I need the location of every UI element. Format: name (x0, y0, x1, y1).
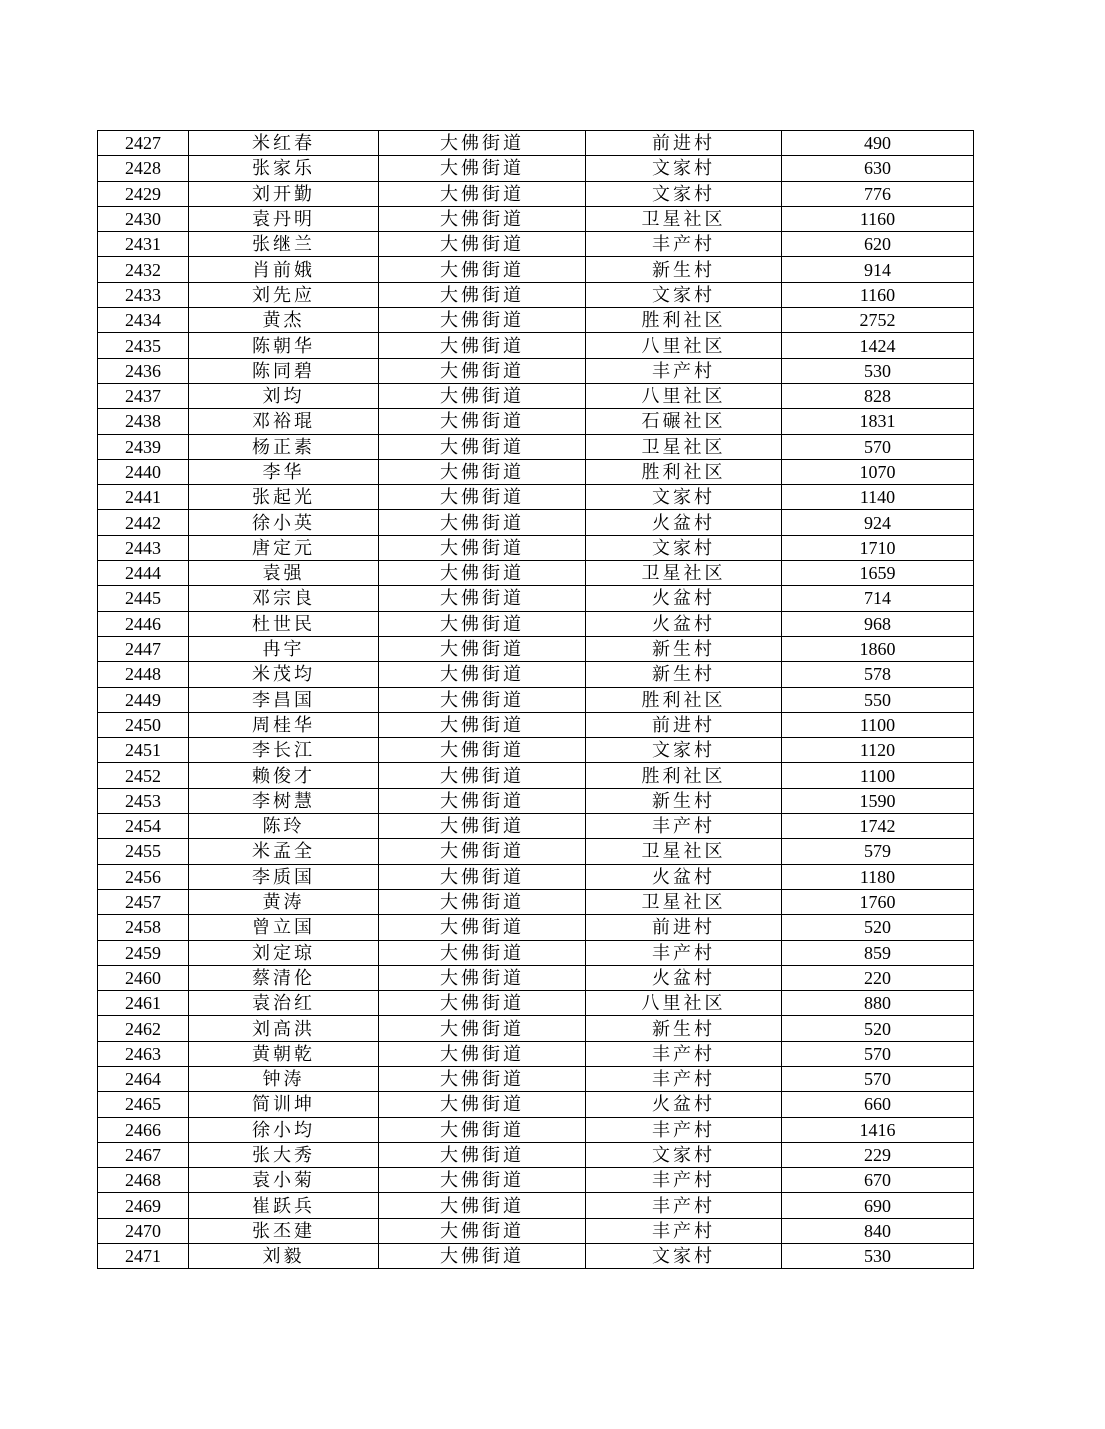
person-name-cell: 李质国 (189, 864, 379, 889)
table-row (98, 333, 974, 358)
table-row (98, 131, 974, 156)
table-row (98, 712, 974, 737)
row-number-cell: 2461 (98, 991, 189, 1016)
street-cell: 大佛街道 (379, 409, 586, 434)
table-row (98, 1244, 974, 1269)
street-cell: 大佛街道 (379, 1218, 586, 1243)
table-row (98, 156, 974, 181)
table-row (98, 864, 974, 889)
village-cell: 丰产村 (586, 1193, 782, 1218)
street-cell: 大佛街道 (379, 814, 586, 839)
row-number-cell: 2468 (98, 1168, 189, 1193)
row-number-cell: 2440 (98, 459, 189, 484)
village-cell: 八里社区 (586, 991, 782, 1016)
amount-cell: 914 (782, 257, 974, 282)
village-cell: 卫星社区 (586, 434, 782, 459)
row-number-cell: 2451 (98, 738, 189, 763)
person-name-cell: 张继兰 (189, 232, 379, 257)
table-row (98, 1142, 974, 1167)
person-name-cell: 张大秀 (189, 1142, 379, 1167)
village-cell: 八里社区 (586, 383, 782, 408)
table-row (98, 814, 974, 839)
village-cell: 新生村 (586, 1016, 782, 1041)
row-number-cell: 2429 (98, 181, 189, 206)
person-name-cell: 李长江 (189, 738, 379, 763)
table-row (98, 763, 974, 788)
amount-cell: 1831 (782, 409, 974, 434)
person-name-cell: 杨正素 (189, 434, 379, 459)
amount-cell: 714 (782, 586, 974, 611)
person-name-cell: 刘开勤 (189, 181, 379, 206)
row-number-cell: 2437 (98, 383, 189, 408)
amount-cell: 620 (782, 232, 974, 257)
amount-cell: 229 (782, 1142, 974, 1167)
table-row (98, 940, 974, 965)
row-number-cell: 2469 (98, 1193, 189, 1218)
table-row (98, 738, 974, 763)
row-number-cell: 2431 (98, 232, 189, 257)
row-number-cell: 2467 (98, 1142, 189, 1167)
person-name-cell: 袁治红 (189, 991, 379, 1016)
village-cell: 文家村 (586, 1142, 782, 1167)
row-number-cell: 2464 (98, 1066, 189, 1091)
table-row (98, 510, 974, 535)
street-cell: 大佛街道 (379, 611, 586, 636)
village-cell: 前进村 (586, 915, 782, 940)
street-cell: 大佛街道 (379, 485, 586, 510)
row-number-cell: 2470 (98, 1218, 189, 1243)
village-cell: 火盆村 (586, 864, 782, 889)
village-cell: 石碾社区 (586, 409, 782, 434)
street-cell: 大佛街道 (379, 1117, 586, 1142)
village-cell: 卫星社区 (586, 839, 782, 864)
village-cell: 丰产村 (586, 1117, 782, 1142)
table-row (98, 561, 974, 586)
amount-cell: 840 (782, 1218, 974, 1243)
street-cell: 大佛街道 (379, 358, 586, 383)
table-row (98, 915, 974, 940)
village-cell: 卫星社区 (586, 561, 782, 586)
row-number-cell: 2441 (98, 485, 189, 510)
row-number-cell: 2434 (98, 308, 189, 333)
street-cell: 大佛街道 (379, 763, 586, 788)
amount-cell: 530 (782, 358, 974, 383)
person-name-cell: 赖俊才 (189, 763, 379, 788)
person-name-cell: 袁丹明 (189, 206, 379, 231)
person-name-cell: 黄涛 (189, 889, 379, 914)
row-number-cell: 2465 (98, 1092, 189, 1117)
street-cell: 大佛街道 (379, 889, 586, 914)
row-number-cell: 2462 (98, 1016, 189, 1041)
street-cell: 大佛街道 (379, 131, 586, 156)
village-cell: 丰产村 (586, 358, 782, 383)
row-number-cell: 2456 (98, 864, 189, 889)
table-row (98, 383, 974, 408)
person-name-cell: 张家乐 (189, 156, 379, 181)
street-cell: 大佛街道 (379, 333, 586, 358)
village-cell: 八里社区 (586, 333, 782, 358)
amount-cell: 859 (782, 940, 974, 965)
amount-cell: 520 (782, 1016, 974, 1041)
street-cell: 大佛街道 (379, 206, 586, 231)
record-table (97, 130, 974, 1269)
street-cell: 大佛街道 (379, 915, 586, 940)
village-cell: 丰产村 (586, 940, 782, 965)
table-row (98, 687, 974, 712)
table-row (98, 358, 974, 383)
table-row (98, 409, 974, 434)
row-number-cell: 2442 (98, 510, 189, 535)
amount-cell: 968 (782, 611, 974, 636)
village-cell: 火盆村 (586, 1092, 782, 1117)
row-number-cell: 2450 (98, 712, 189, 737)
village-cell: 丰产村 (586, 1066, 782, 1091)
village-cell: 丰产村 (586, 1168, 782, 1193)
person-name-cell: 杜世民 (189, 611, 379, 636)
table-row (98, 611, 974, 636)
row-number-cell: 2445 (98, 586, 189, 611)
amount-cell: 1120 (782, 738, 974, 763)
table-row (98, 206, 974, 231)
village-cell: 丰产村 (586, 1041, 782, 1066)
table-row (98, 459, 974, 484)
row-number-cell: 2427 (98, 131, 189, 156)
person-name-cell: 刘均 (189, 383, 379, 408)
street-cell: 大佛街道 (379, 1142, 586, 1167)
village-cell: 火盆村 (586, 586, 782, 611)
person-name-cell: 唐定元 (189, 535, 379, 560)
person-name-cell: 黄朝乾 (189, 1041, 379, 1066)
person-name-cell: 刘先应 (189, 282, 379, 307)
village-cell: 新生村 (586, 257, 782, 282)
street-cell: 大佛街道 (379, 864, 586, 889)
table-row (98, 586, 974, 611)
street-cell: 大佛街道 (379, 662, 586, 687)
person-name-cell: 徐小均 (189, 1117, 379, 1142)
village-cell: 丰产村 (586, 232, 782, 257)
person-name-cell: 刘毅 (189, 1244, 379, 1269)
amount-cell: 1160 (782, 282, 974, 307)
amount-cell: 1424 (782, 333, 974, 358)
row-number-cell: 2454 (98, 814, 189, 839)
street-cell: 大佛街道 (379, 687, 586, 712)
amount-cell: 1160 (782, 206, 974, 231)
amount-cell: 776 (782, 181, 974, 206)
row-number-cell: 2432 (98, 257, 189, 282)
village-cell: 文家村 (586, 535, 782, 560)
street-cell: 大佛街道 (379, 459, 586, 484)
amount-cell: 690 (782, 1193, 974, 1218)
row-number-cell: 2447 (98, 636, 189, 661)
row-number-cell: 2459 (98, 940, 189, 965)
village-cell: 胜利社区 (586, 459, 782, 484)
village-cell: 文家村 (586, 282, 782, 307)
village-cell: 火盆村 (586, 510, 782, 535)
person-name-cell: 张起光 (189, 485, 379, 510)
street-cell: 大佛街道 (379, 510, 586, 535)
amount-cell: 630 (782, 156, 974, 181)
street-cell: 大佛街道 (379, 1066, 586, 1091)
row-number-cell: 2457 (98, 889, 189, 914)
street-cell: 大佛街道 (379, 788, 586, 813)
village-cell: 丰产村 (586, 1218, 782, 1243)
amount-cell: 1742 (782, 814, 974, 839)
amount-cell: 1860 (782, 636, 974, 661)
table-row (98, 1168, 974, 1193)
person-name-cell: 李昌国 (189, 687, 379, 712)
village-cell: 文家村 (586, 738, 782, 763)
amount-cell: 670 (782, 1168, 974, 1193)
row-number-cell: 2458 (98, 915, 189, 940)
table-row (98, 965, 974, 990)
amount-cell: 660 (782, 1092, 974, 1117)
table-row (98, 991, 974, 1016)
village-cell: 胜利社区 (586, 763, 782, 788)
street-cell: 大佛街道 (379, 1168, 586, 1193)
street-cell: 大佛街道 (379, 1016, 586, 1041)
row-number-cell: 2436 (98, 358, 189, 383)
table-row (98, 232, 974, 257)
street-cell: 大佛街道 (379, 181, 586, 206)
street-cell: 大佛街道 (379, 940, 586, 965)
row-number-cell: 2433 (98, 282, 189, 307)
table-row (98, 1066, 974, 1091)
person-name-cell: 米茂均 (189, 662, 379, 687)
person-name-cell: 冉宇 (189, 636, 379, 661)
street-cell: 大佛街道 (379, 232, 586, 257)
person-name-cell: 黄杰 (189, 308, 379, 333)
person-name-cell: 陈朝华 (189, 333, 379, 358)
table-row (98, 1092, 974, 1117)
village-cell: 火盆村 (586, 611, 782, 636)
street-cell: 大佛街道 (379, 1244, 586, 1269)
table-row (98, 1193, 974, 1218)
table-row (98, 1016, 974, 1041)
table-row (98, 434, 974, 459)
street-cell: 大佛街道 (379, 383, 586, 408)
table-row (98, 1041, 974, 1066)
village-cell: 卫星社区 (586, 889, 782, 914)
person-name-cell: 崔跃兵 (189, 1193, 379, 1218)
person-name-cell: 刘高洪 (189, 1016, 379, 1041)
village-cell: 文家村 (586, 181, 782, 206)
amount-cell: 1180 (782, 864, 974, 889)
person-name-cell: 刘定琼 (189, 940, 379, 965)
person-name-cell: 邓裕琨 (189, 409, 379, 434)
village-cell: 胜利社区 (586, 308, 782, 333)
amount-cell: 570 (782, 1066, 974, 1091)
village-cell: 丰产村 (586, 814, 782, 839)
table-row (98, 1218, 974, 1243)
row-number-cell: 2448 (98, 662, 189, 687)
street-cell: 大佛街道 (379, 965, 586, 990)
street-cell: 大佛街道 (379, 636, 586, 661)
amount-cell: 1100 (782, 712, 974, 737)
village-cell: 火盆村 (586, 965, 782, 990)
street-cell: 大佛街道 (379, 1041, 586, 1066)
person-name-cell: 周桂华 (189, 712, 379, 737)
person-name-cell: 李树慧 (189, 788, 379, 813)
amount-cell: 1100 (782, 763, 974, 788)
amount-cell: 570 (782, 1041, 974, 1066)
street-cell: 大佛街道 (379, 712, 586, 737)
person-name-cell: 李华 (189, 459, 379, 484)
village-cell: 胜利社区 (586, 687, 782, 712)
village-cell: 前进村 (586, 712, 782, 737)
street-cell: 大佛街道 (379, 257, 586, 282)
row-number-cell: 2435 (98, 333, 189, 358)
amount-cell: 1710 (782, 535, 974, 560)
amount-cell: 1140 (782, 485, 974, 510)
street-cell: 大佛街道 (379, 991, 586, 1016)
row-number-cell: 2449 (98, 687, 189, 712)
village-cell: 新生村 (586, 636, 782, 661)
person-name-cell: 蔡清伦 (189, 965, 379, 990)
person-name-cell: 袁强 (189, 561, 379, 586)
amount-cell: 579 (782, 839, 974, 864)
table-row (98, 181, 974, 206)
street-cell: 大佛街道 (379, 586, 586, 611)
street-cell: 大佛街道 (379, 738, 586, 763)
amount-cell: 880 (782, 991, 974, 1016)
table-row (98, 308, 974, 333)
amount-cell: 530 (782, 1244, 974, 1269)
person-name-cell: 陈玲 (189, 814, 379, 839)
row-number-cell: 2463 (98, 1041, 189, 1066)
village-cell: 文家村 (586, 485, 782, 510)
amount-cell: 1659 (782, 561, 974, 586)
village-cell: 新生村 (586, 788, 782, 813)
street-cell: 大佛街道 (379, 282, 586, 307)
amount-cell: 1590 (782, 788, 974, 813)
row-number-cell: 2466 (98, 1117, 189, 1142)
table-row (98, 282, 974, 307)
table-body (98, 131, 974, 1269)
table-row (98, 889, 974, 914)
row-number-cell: 2428 (98, 156, 189, 181)
table-row (98, 257, 974, 282)
street-cell: 大佛街道 (379, 535, 586, 560)
table-row (98, 535, 974, 560)
person-name-cell: 米孟全 (189, 839, 379, 864)
amount-cell: 1416 (782, 1117, 974, 1142)
table-row (98, 839, 974, 864)
person-name-cell: 简训坤 (189, 1092, 379, 1117)
row-number-cell: 2439 (98, 434, 189, 459)
amount-cell: 828 (782, 383, 974, 408)
street-cell: 大佛街道 (379, 1193, 586, 1218)
table-row (98, 485, 974, 510)
street-cell: 大佛街道 (379, 156, 586, 181)
village-cell: 文家村 (586, 1244, 782, 1269)
amount-cell: 1760 (782, 889, 974, 914)
village-cell: 卫星社区 (586, 206, 782, 231)
person-name-cell: 钟涛 (189, 1066, 379, 1091)
row-number-cell: 2443 (98, 535, 189, 560)
amount-cell: 550 (782, 687, 974, 712)
street-cell: 大佛街道 (379, 1092, 586, 1117)
person-name-cell: 徐小英 (189, 510, 379, 535)
row-number-cell: 2471 (98, 1244, 189, 1269)
person-name-cell: 张丕建 (189, 1218, 379, 1243)
table-row (98, 662, 974, 687)
person-name-cell: 邓宗良 (189, 586, 379, 611)
row-number-cell: 2444 (98, 561, 189, 586)
person-name-cell: 陈同碧 (189, 358, 379, 383)
village-cell: 文家村 (586, 156, 782, 181)
person-name-cell: 肖前娥 (189, 257, 379, 282)
amount-cell: 578 (782, 662, 974, 687)
village-cell: 前进村 (586, 131, 782, 156)
street-cell: 大佛街道 (379, 308, 586, 333)
amount-cell: 220 (782, 965, 974, 990)
amount-cell: 2752 (782, 308, 974, 333)
street-cell: 大佛街道 (379, 839, 586, 864)
amount-cell: 924 (782, 510, 974, 535)
row-number-cell: 2453 (98, 788, 189, 813)
row-number-cell: 2430 (98, 206, 189, 231)
person-name-cell: 曾立国 (189, 915, 379, 940)
row-number-cell: 2452 (98, 763, 189, 788)
row-number-cell: 2446 (98, 611, 189, 636)
amount-cell: 1070 (782, 459, 974, 484)
person-name-cell: 袁小菊 (189, 1168, 379, 1193)
person-name-cell: 米红春 (189, 131, 379, 156)
row-number-cell: 2455 (98, 839, 189, 864)
table-row (98, 788, 974, 813)
street-cell: 大佛街道 (379, 561, 586, 586)
row-number-cell: 2438 (98, 409, 189, 434)
village-cell: 新生村 (586, 662, 782, 687)
table-row (98, 1117, 974, 1142)
amount-cell: 490 (782, 131, 974, 156)
amount-cell: 570 (782, 434, 974, 459)
table-row (98, 636, 974, 661)
street-cell: 大佛街道 (379, 434, 586, 459)
row-number-cell: 2460 (98, 965, 189, 990)
amount-cell: 520 (782, 915, 974, 940)
